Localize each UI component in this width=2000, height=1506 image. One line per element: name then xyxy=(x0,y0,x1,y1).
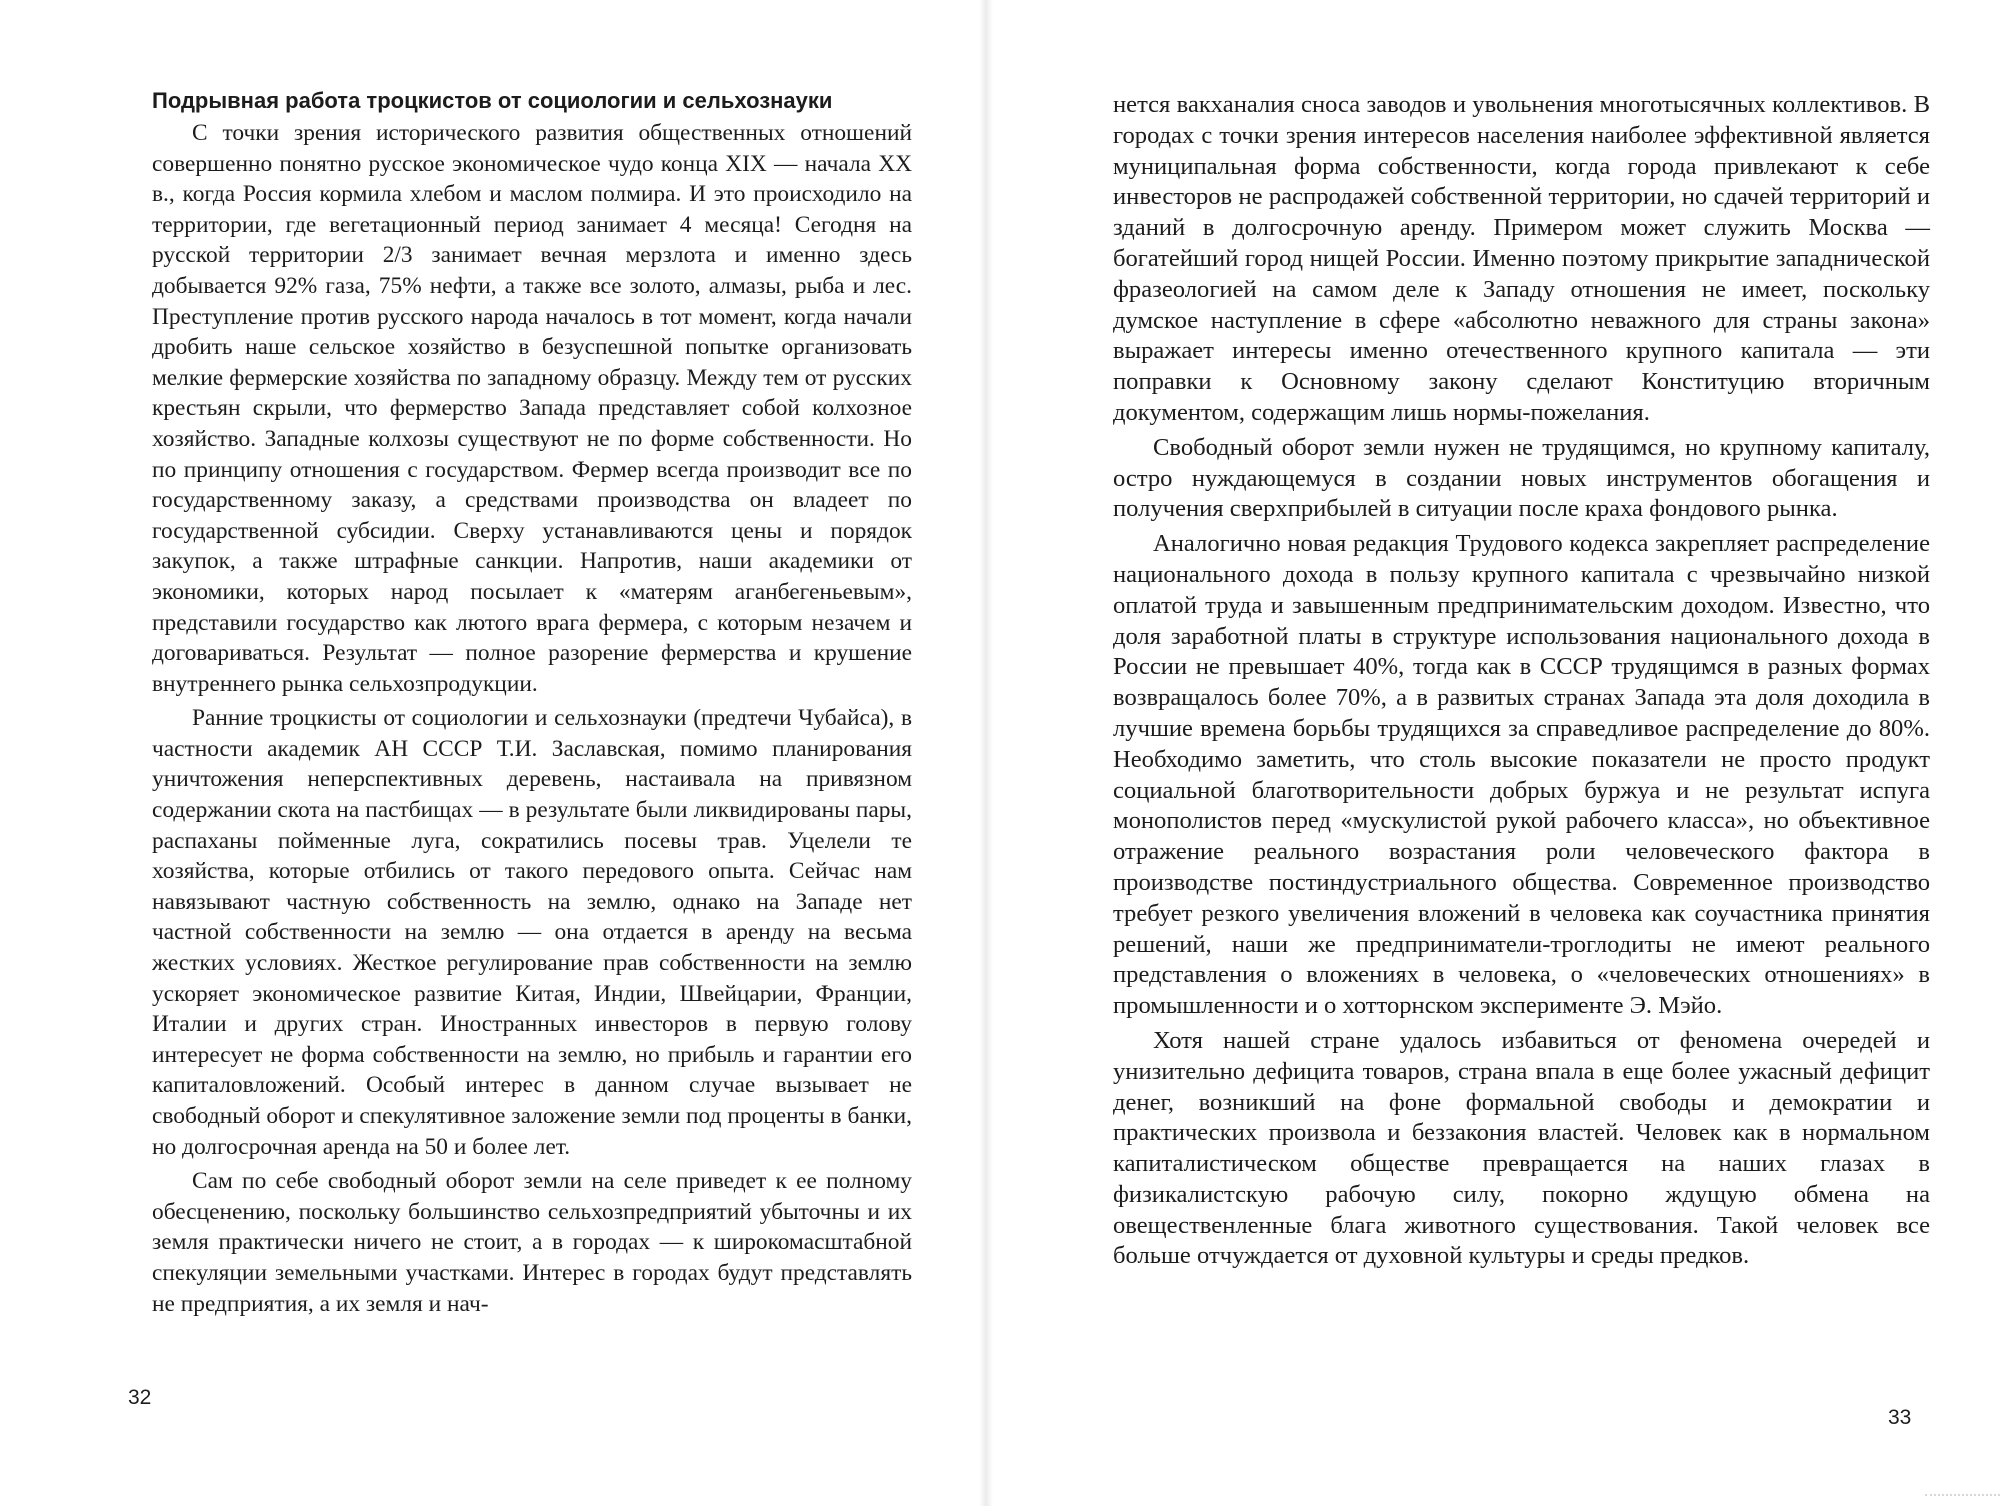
paragraph: Свободный оборот земли нужен не трудящимся, но крупному капиталу, остро нуждающемуся в создании новых инструментов обогащения и получения сверхприбылей в ситуации после краха фондового рынка. xyxy=(1113,433,1930,523)
section-heading: Подрывная работа троцкистов от социологии и сельхознауки xyxy=(152,88,833,113)
paragraph: С точки зрения исторического развития общественных отношений совершенно понятно русское экономическое чудо конца XIX — начала XX в., когда Россия кормила хлебом и маслом полмира. И это происходило на территории, где вегетационный период занимает 4 месяца! Сегодня на русской территории 2/3 занимает вечная мерзлота и именно здесь добывается 92% газа, 75% нефти, а также все золото, алмазы, рыба и лес. Преступление против русского народа началось в тот момент, когда начали дробить наше сельское хозяйство в безуспешной попытке организовать мелкие фермерские хозяйства по западному образцу. Между тем от русских крестьян скрыли, что фермерство Запада представляет собой колхозное хозяйство. Западные колхозы существуют не по форме собственности. Но по принципу отношения с государством. Фермер всегда производит все по государственному заказу, а средствами производства он владеет по государственной субсидии. Сверху устанавливаются цены и порядок закупок, а также штрафные санкции. Напротив, наши академики от экономики, которых народ посылает к «матерям аганбегеньевым», представили государство как лютого врага фермера, с которым незачем и договариваться. Результат — полное разорение фермерства и крушение внутреннего рынка сельхозпродукции. xyxy=(152,120,912,697)
paragraph: Хотя нашей стране удалось избавиться от феномена очередей и унизительно дефицита товаров, страна впала в еще более ужасный дефицит денег, возникший на фоне формальной свободы и демократии и практических произвола и беззакония властей. Человек как в нормальном капиталистическом обществе превращается на наших глазах в физикалистскую рабочую силу, покорно ждущую обмена на овещественленные блага животного существования. Такой человек все больше отчуждается от духовной культуры и среды предков. xyxy=(1113,1026,1930,1270)
paragraph: Сам по себе свободный оборот земли на селе приведет к ее полному обесценению, поскольку большинство сельхозпредприятий убыточны и их земля практически ничего не стоит, а в городах — к широкомасштабной спекуляции земельными участками. Интерес в городах будут представлять не предприятия, а их земля и нач- xyxy=(152,1168,912,1317)
paragraph-continued: нется вакханалия сноса заводов и увольнения многотысячных коллективов. В городах с точки зрения интересов населения наиболее эффективной является муниципальная форма собственности, когда города привлекают к себе инвесторов не распродажей собственной территории, но сдачей территорий и зданий в долгосрочную аренду. Примером может служить Москва — богатейший город нищей России. Именно поэтому прикрытие западнической фразеологией на самом деле к Западу отношения не имеет, поскольку думское наступление в сфере «абсолютно неважного для страны закона» выражает интересы именно отечественного крупного капитала — эти поправки к Основному закону сделают Конституцию вторичным документом, содержащим лишь нормы-пожелания. xyxy=(1113,91,1930,426)
left-page xyxy=(0,0,985,1506)
page-number: 32 xyxy=(128,1386,152,1409)
paragraph: Аналогично новая редакция Трудового кодекса закрепляет распределение национального дохода в пользу крупного капитала с чрезвычайно низкой оплатой труда и завышенным предпринимательским доходом. Известно, что доля заработной платы в структуре использования национального дохода в России не превышает 40%, тогда как в СССР трудящимся в разных формах возвращалось более 70%, а в развитых странах Запада эта доля доходила в лучшие времена борьбы трудящихся за справедливое распределение до 80%. Необходимо заметить, что столь высокие показатели не просто продукт социальной благотворительности добрых буржуа и не результат испуга монополистов перед «мускулистой рукой рабочего класса», но объективное отражение реального возрастания роли человеческого фактора в производстве постиндустриального общества. Современное производство требует резкого увеличения вложений в человека как соучастника принятия решений, наши же предприниматели-троглодиты не имеют реального представления о вложениях в человека, о «человеческих отношениях» в промышленности и о хотторнском эксперименте Э. Мэйо. xyxy=(1113,530,1930,1020)
right-text-column xyxy=(1113,90,1930,1272)
page-edge-mark xyxy=(1925,1494,2000,1499)
left-text-column xyxy=(152,84,912,1319)
right-page xyxy=(990,0,2000,1506)
page-number: 33 xyxy=(1888,1406,1912,1429)
paragraph: Ранние троцкисты от социологии и сельхознауки (предтечи Чубайса), в частности академик АН СССР Т.И. Заславская, помимо планирования уничтожения неперспективных деревень, настаивала на привязном содержании скота на пастбищах — в результате были ликвидированы пары, распаханы пойменные луга, сократились посевы трав. Уцелели те хозяйства, которые отбились от такого передового опыта. Сейчас нам навязывают частную собственность на землю, однако на Западе нет частной собственности на землю — она отдается в аренду на весьма жестких условиях. Жесткое регулирование прав собственности на землю ускоряет экономическое развитие Китая, Индии, Швейцарии, Франции, Италии и других стран. Иностранных инвесторов в первую голову интересует не форма собственности на землю, но прибыль и гарантии его капиталовложений. Особый интерес в данном случае вызывает не свободный оборот и спекулятивное заложение земли под проценты в банки, но долгосрочная аренда на 50 и более лет. xyxy=(152,705,912,1160)
